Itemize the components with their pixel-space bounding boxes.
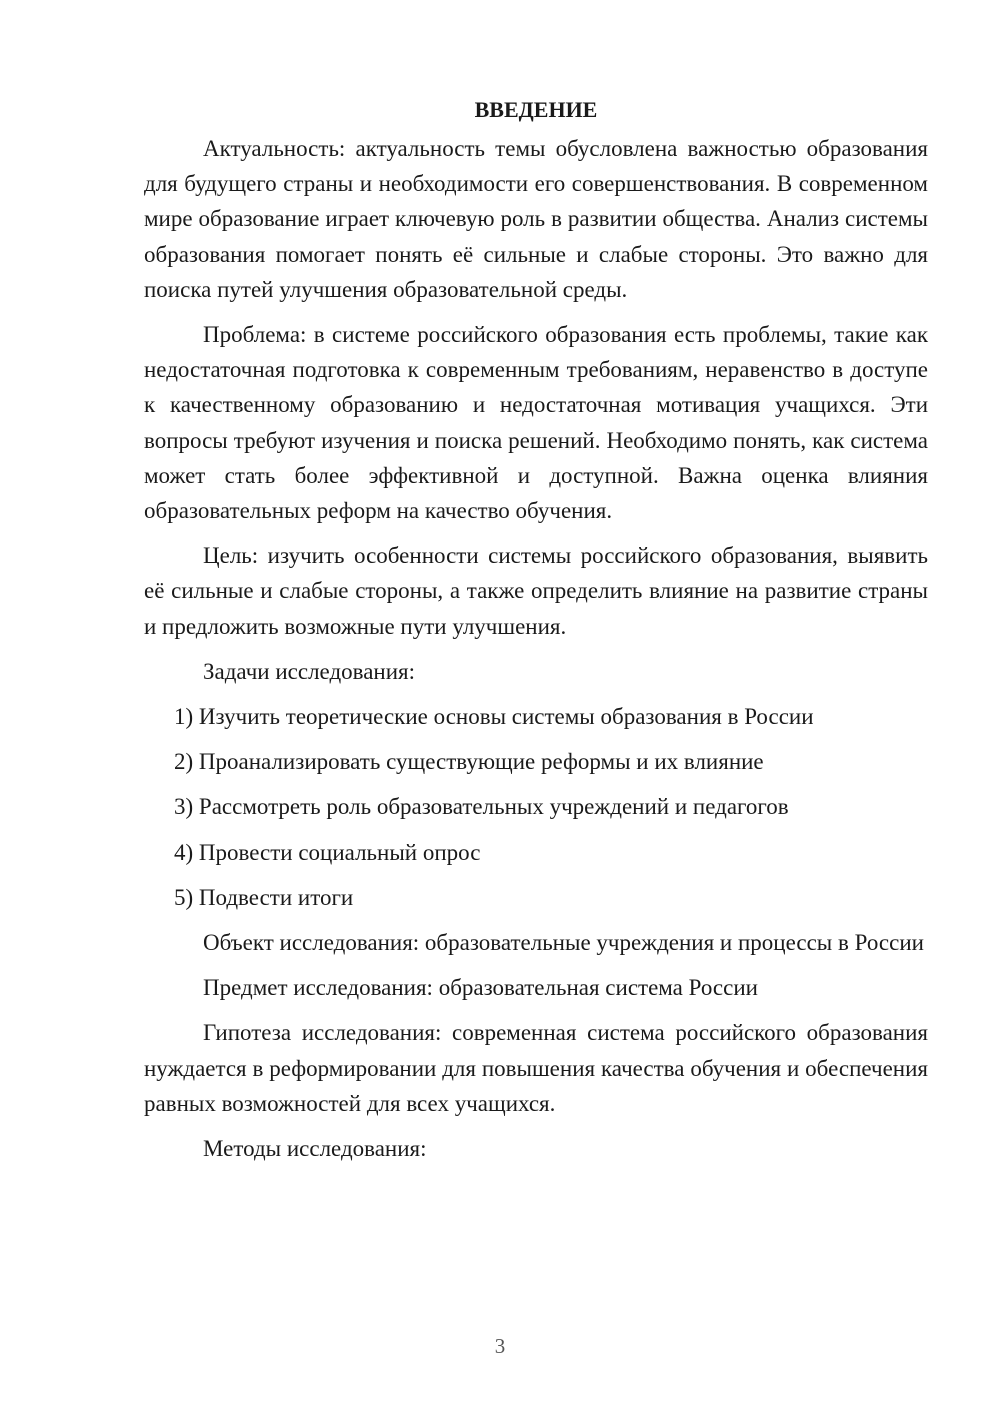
paragraph-methods: Методы исследования: xyxy=(203,1136,427,1162)
list-item: 2) Проанализировать существующие реформы и их влияние xyxy=(174,749,764,775)
paragraph-problem: Проблема: в системе российского образования есть проблемы, такие как недостаточная подготовка к современным требованиям, неравенство в доступе к качественному образованию и недостаточная мотивация учащихся. Эти вопросы требуют изучения и поиска решений. Необходимо понять, как система может стать более эффективной и доступной. Важна оценка влияния образовательных реформ на качество обучения. xyxy=(144,322,928,524)
page-title: ВВЕДЕНИЕ xyxy=(474,97,598,122)
document-page xyxy=(144,92,928,1176)
page-number: 3 xyxy=(494,1334,506,1358)
paragraph-hypothesis: Гипотеза исследования: современная система российского образования нуждается в реформировании для повышения качества обучения и обеспечения равных возможностей для всех учащихся. xyxy=(144,1020,928,1116)
list-item: 3) Рассмотреть роль образовательных учреждений и педагогов xyxy=(174,794,789,820)
list-item: 4) Провести социальный опрос xyxy=(174,839,481,865)
list-item: 5) Подвести итоги xyxy=(174,884,354,910)
paragraph-object: Объект исследования: образовательные учреждения и процессы в России xyxy=(203,930,924,956)
task-list xyxy=(144,699,928,915)
paragraph-subject: Предмет исследования: образовательная система России xyxy=(203,975,758,1001)
paragraph-relevance: Актуальность: актуальность темы обусловлена важностью образования для будущего страны и необходимости его совершенствования. В современном мире образование играет ключевую роль в развитии общества. Анализ системы образования помогает понять её сильные и слабые стороны. Это важно для поиска путей улучшения образовательной среды. xyxy=(144,136,928,302)
paragraph-tasks-heading: Задачи исследования: xyxy=(203,658,416,684)
paragraph-goal: Цель: изучить особенности системы российского образования, выявить её сильные и слабые стороны, а также определить влияние на развитие страны и предложить возможные пути улучшения. xyxy=(144,543,928,639)
list-item: 1) Изучить теоретические основы системы образования в России xyxy=(174,704,814,730)
